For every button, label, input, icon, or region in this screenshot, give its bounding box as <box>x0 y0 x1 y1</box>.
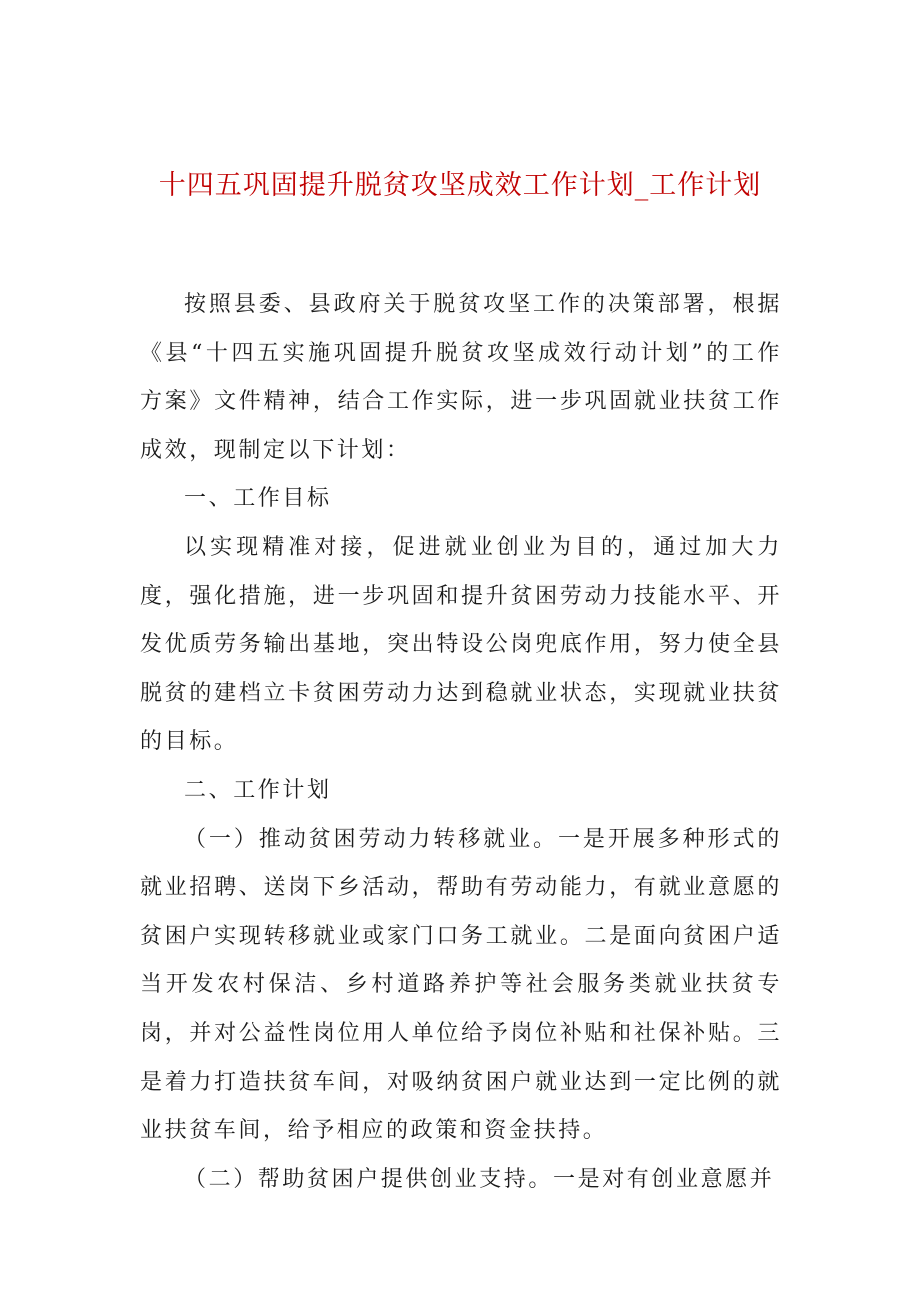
plan-item-employment: （一）推动贫困劳动力转移就业。一是开展多种形式的就业招聘、送岗下乡活动，帮助有劳动能力，有就业意愿的贫困户实现转移就业或家门口务工就业。二是面向贫困户适当开发农村保洁、乡村道路养护等社会服务类就业扶贫专岗，并对公益性岗位用人单位给予岗位补贴和社保补贴。三是着力打造扶贫车间，对吸纳贫困户就业达到一定比例的就业扶贫车间，给予相应的政策和资金扶持。 <box>140 826 782 1144</box>
goals-paragraph: 以实现精准对接，促进就业创业为目的，通过加大力度，强化措施，进一步巩固和提升贫困劳动力技能水平、开发优质劳务输出基地，突出特设公岗兜底作用，努力使全县脱贫的建档立卡贫困劳动力达到稳就业状态，实现就业扶贫的目标。 <box>140 534 782 755</box>
document-title: 十四五巩固提升脱贫攻坚成效工作计划_工作计划 <box>158 170 762 201</box>
document-body <box>140 281 782 1204</box>
plan-item-entrepreneurship: （二）帮助贫困户提供创业支持。一是对有创业意愿并 <box>184 1166 775 1192</box>
section-heading-plan: 二、工作计划 <box>184 777 332 803</box>
intro-paragraph: 按照县委、县政府关于脱贫攻坚工作的决策部署，根据《县“十四五实施巩固提升脱贫攻坚成效行动计划”的工作方案》文件精神，结合工作实际，进一步巩固就业扶贫工作成效，现制定以下计划： <box>140 292 782 463</box>
section-heading-goals: 一、工作目标 <box>184 486 332 512</box>
